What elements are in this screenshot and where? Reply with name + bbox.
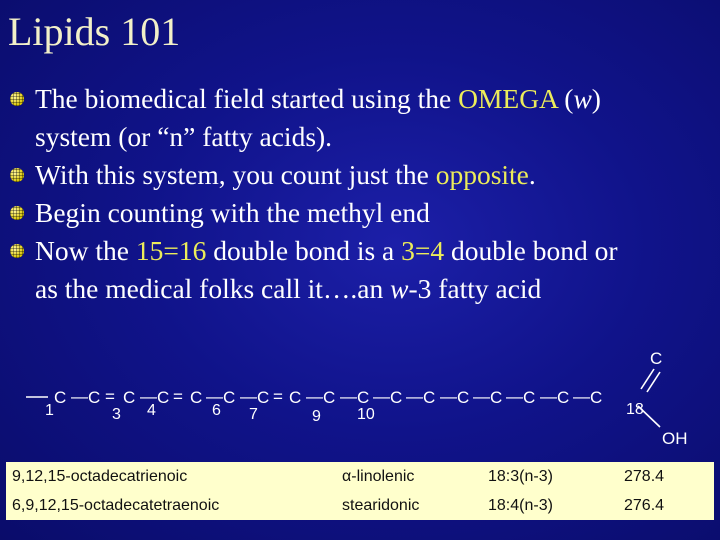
table-cell-common-name: α-linolenic	[342, 468, 415, 485]
bullet-text: as the medical folks call it….an	[35, 273, 391, 304]
carbon-atom: C	[423, 388, 436, 407]
single-bond: —	[206, 387, 223, 406]
carbon-atom: C	[557, 388, 570, 407]
bullet-icon	[10, 168, 24, 182]
carbon-atom: C	[157, 388, 170, 407]
highlight-opposite: opposite	[435, 159, 529, 190]
omega-symbol: w	[390, 273, 409, 304]
carbon-atom: C	[54, 388, 67, 407]
bullet-text: Now the	[35, 235, 136, 266]
slide-title: Lipids 101	[8, 9, 181, 54]
carbon-atom: C	[590, 388, 603, 407]
carbonyl-double-bond	[647, 372, 660, 392]
bullet-icon	[10, 244, 24, 258]
single-bond: —	[406, 387, 423, 406]
carbon-number: 7	[249, 406, 258, 423]
table-cell-notation: 18:3(n-3)	[488, 468, 553, 485]
bullet-list	[8, 80, 714, 308]
highlight-3-4: 3=4	[401, 235, 445, 266]
bullet-text: .	[528, 159, 536, 190]
table-row	[6, 462, 714, 491]
bullet-item	[8, 232, 714, 308]
bullet-text: With this system, you count just the	[35, 159, 436, 190]
carbon-number: 10	[357, 406, 375, 423]
highlight-15-16: 15=16	[135, 235, 207, 266]
table-cell-mass: 278.4	[624, 468, 665, 485]
single-bond: —	[71, 387, 88, 406]
single-bond: —	[240, 387, 257, 406]
bullet-text: double bond or	[444, 235, 618, 266]
bullet-line	[35, 80, 714, 118]
single-bond: —	[540, 387, 557, 406]
bullet-line	[35, 232, 714, 270]
carbon-atom: C	[190, 388, 203, 407]
bullet-text: -3 fatty acid	[408, 273, 542, 304]
carbon-number: 9	[312, 408, 321, 425]
single-bond: —	[473, 387, 490, 406]
carbon-atom: C	[123, 388, 136, 407]
single-bond: —	[306, 387, 323, 406]
single-bond: —	[373, 387, 390, 406]
bullet-text: (	[557, 83, 574, 114]
bullet-item	[8, 156, 714, 194]
carbon-atom: C	[88, 388, 101, 407]
table-cell-notation: 18:4(n-3)	[488, 497, 553, 514]
carbon-number: 6	[212, 402, 221, 419]
bullet-text: )	[591, 83, 601, 114]
single-bond: —	[573, 387, 590, 406]
omega-symbol: w	[573, 83, 592, 114]
double-bond: =	[173, 387, 183, 406]
double-bond: =	[105, 387, 115, 406]
carbonyl-carbon: C	[650, 349, 663, 368]
fatty-acid-table	[6, 462, 714, 520]
carbon-atom: C	[323, 388, 336, 407]
single-bond: —	[140, 387, 157, 406]
bullet-line	[35, 270, 714, 308]
carbon-number: 1	[45, 402, 54, 419]
bullet-line: Begin counting with the methyl end	[35, 197, 430, 228]
bullet-icon	[10, 92, 24, 106]
bullet-item	[8, 80, 714, 156]
double-bond: =	[273, 387, 283, 406]
carbon-number: 3	[112, 406, 121, 423]
fatty-acid-structure	[0, 340, 720, 460]
single-bond: —	[440, 387, 457, 406]
carbon-atom: C	[257, 388, 270, 407]
single-bond: —	[506, 387, 523, 406]
table-row	[6, 491, 714, 520]
carbon-atom: C	[457, 388, 470, 407]
bullet-text: The biomedical field started using the	[35, 83, 459, 114]
table-cell-mass: 276.4	[624, 497, 665, 514]
bullet-line	[35, 156, 714, 194]
single-bond: —	[340, 387, 357, 406]
table-cell-systematic-name: 6,9,12,15-octadecatetraenoic	[12, 497, 220, 514]
bullet-line: system (or “n” fatty acids).	[35, 121, 333, 152]
table-cell-systematic-name: 9,12,15-octadecatrienoic	[12, 468, 188, 485]
carbon-atom: C	[357, 388, 370, 407]
bullet-icon	[10, 206, 24, 220]
highlight-omega: OMEGA	[458, 83, 558, 114]
hydroxyl-group: OH	[662, 429, 688, 448]
bullet-text: double bond is a	[206, 235, 402, 266]
table-cell-common-name: stearidonic	[342, 497, 420, 514]
carbon-atom: C	[223, 388, 236, 407]
carbon-atom: C	[523, 388, 536, 407]
bullet-item	[8, 194, 714, 232]
carbon-number: 4	[147, 402, 156, 419]
carbon-atom: C	[490, 388, 503, 407]
carbon-number: 18	[626, 401, 644, 418]
carbonyl-double-bond	[641, 369, 654, 389]
carbon-atom: C	[289, 388, 302, 407]
carbon-atom: C	[390, 388, 403, 407]
